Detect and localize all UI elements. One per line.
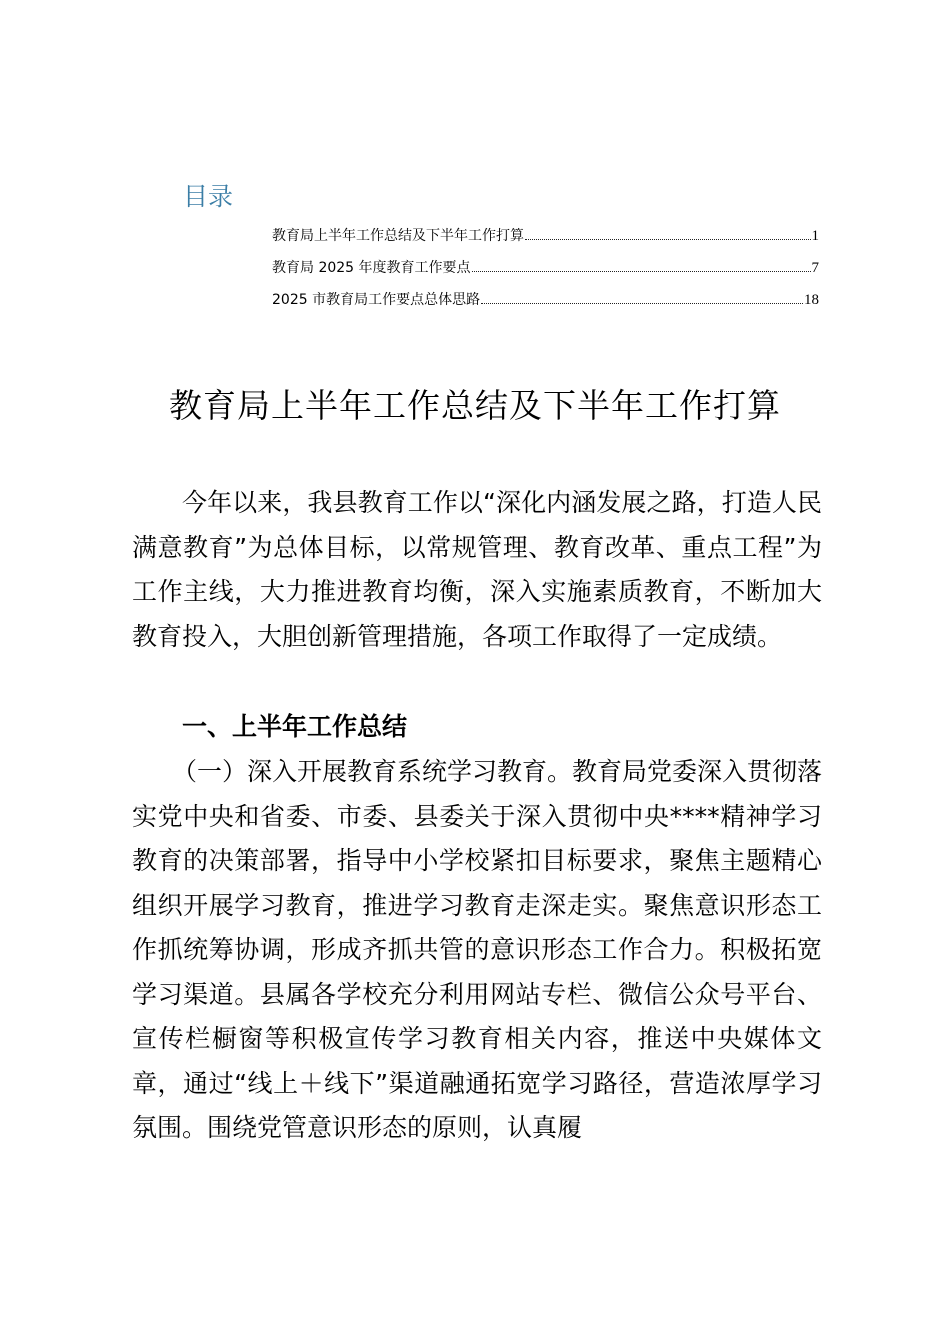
section-heading: 一、上半年工作总结 (182, 712, 408, 741)
toc-heading: 目录 (183, 182, 234, 211)
toc-dot-leader (472, 271, 811, 272)
toc-entry-page: 18 (804, 292, 819, 308)
toc-entry-title: 教育局上半年工作总结及下半年工作打算 (272, 228, 524, 244)
toc-entry-3[interactable] (272, 290, 819, 322)
subsection-paragraph: （一）深入开展教育系统学习教育。教育局党委深入贯彻落实党中央和省委、市委、县委关于深入贯彻中央****精神学习教育的决策部署，指导中小学校紧扣目标要求，聚焦主题精心组织开展学习教育，推进学习教育走深走实。聚焦意识形态工作抓统筹协调，形成齐抓共管的意识形态工作合力。积极拓宽学习渠道。县属各学校充分利用网站专栏、微信公众号平台、宣传栏橱窗等积极宣传学习教育相关内容，推送中央媒体文章，通过“线上＋线下”渠道融通拓宽学习路径，营造浓厚学习氛围。围绕党管意识形态的原则，认真履 (132, 757, 823, 1142)
toc-entry-page: 1 (811, 228, 819, 244)
intro-paragraph: 今年以来，我县教育工作以“深化内涵发展之路，打造人民满意教育”为总体目标，以常规管理、教育改革、重点工程”为工作主线，大力推进教育均衡，深入实施素质教育，不断加大教育投入，大胆创新管理措施，各项工作取得了一定成绩。 (132, 488, 822, 651)
table-of-contents (272, 226, 819, 322)
toc-entry-2[interactable] (272, 258, 819, 290)
toc-entry-1[interactable] (272, 226, 819, 258)
toc-dot-leader (525, 239, 811, 240)
toc-entry-page: 7 (811, 260, 819, 276)
toc-dot-leader (481, 303, 803, 304)
toc-entry-title: 教育局 2025 年度教育工作要点 (272, 260, 471, 276)
document-title: 教育局上半年工作总结及下半年工作打算 (169, 386, 781, 425)
toc-entry-title: 2025 市教育局工作要点总体思路 (272, 292, 481, 308)
